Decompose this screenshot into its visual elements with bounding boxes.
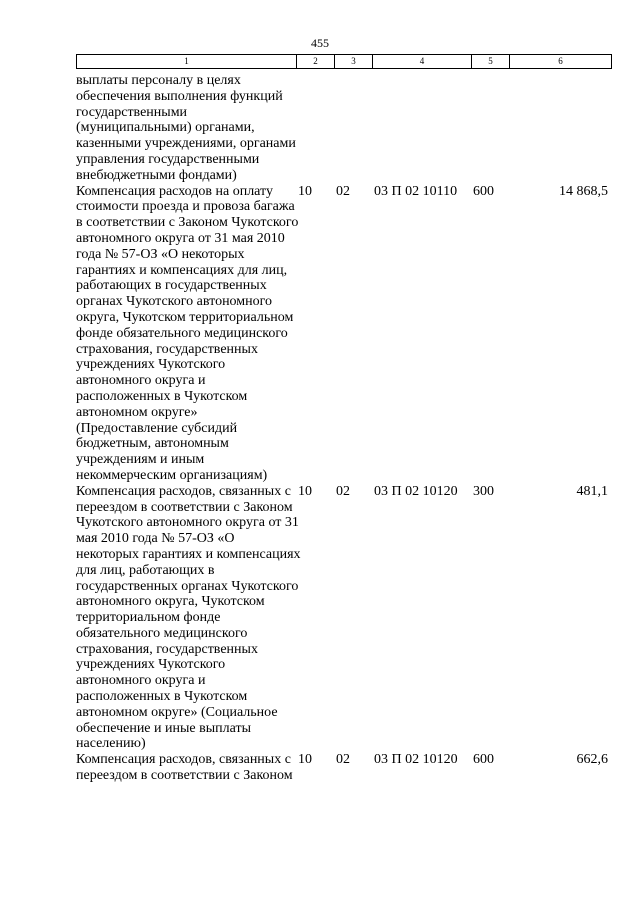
row-name-line: работающих в государственных bbox=[76, 278, 267, 294]
row-name-line: переездом в соответствии с Законом bbox=[76, 499, 293, 515]
row-subsection: 02 bbox=[336, 483, 350, 499]
row-name-line: Компенсация расходов на оплату bbox=[76, 183, 273, 199]
row-name-line: казенными учреждениями, органами bbox=[76, 136, 296, 152]
row-amount: 14 868,5 bbox=[559, 183, 608, 199]
row-name-line: автономного округа, Чукотском bbox=[76, 594, 265, 610]
row-expense-type: 600 bbox=[473, 752, 494, 768]
row-section: 10 bbox=[298, 752, 312, 768]
row-name-line: Компенсация расходов, связанных с bbox=[76, 483, 291, 499]
row-name-line: округа, Чукотском территориальном bbox=[76, 309, 294, 325]
row-name-line: в соответствии с Законом Чукотского bbox=[76, 215, 299, 231]
row-name-line: расположенных в Чукотском bbox=[76, 689, 248, 705]
table-row bbox=[76, 73, 611, 184]
row-name-line: органах Чукотского автономного bbox=[76, 294, 273, 310]
row-name bbox=[76, 483, 301, 753]
row-name-line: автономного округа и bbox=[76, 373, 206, 389]
header-col-3: 3 bbox=[335, 55, 373, 69]
row-amount: 662,6 bbox=[576, 752, 608, 768]
row-name-line: стоимости проезда и провоза багажа bbox=[76, 199, 295, 215]
row-name-line: управления государственными bbox=[76, 151, 260, 167]
row-name-line: (муниципальными) органами, bbox=[76, 120, 255, 136]
header-col-6: 6 bbox=[510, 55, 612, 69]
row-name-line: обеспечение и иные выплаты bbox=[76, 720, 251, 736]
table-row bbox=[76, 752, 611, 784]
row-name-line: учреждениях Чукотского bbox=[76, 657, 226, 673]
row-name-line: Компенсация расходов, связанных с bbox=[76, 752, 291, 768]
row-name-line: некоммерческим организациям) bbox=[76, 467, 268, 483]
row-name bbox=[76, 183, 299, 484]
row-name-line: бюджетным, автономным bbox=[76, 436, 229, 452]
row-name-line: выплаты персоналу в целях bbox=[76, 73, 241, 88]
row-name-line: страхования, государственных bbox=[76, 341, 258, 357]
row-name-line: (Предоставление субсидий bbox=[76, 420, 238, 436]
row-name-line: переездом в соответствии с Законом bbox=[76, 768, 293, 784]
table-row bbox=[76, 184, 611, 484]
row-name bbox=[76, 752, 296, 784]
row-name-line: автономном округе» (Социальное bbox=[76, 704, 278, 720]
row-name-line: государственных органах Чукотского bbox=[76, 578, 299, 594]
row-name-line: гарантиях и компенсациях для лиц, bbox=[76, 262, 288, 278]
table-body bbox=[76, 73, 611, 784]
row-name-line: некоторых гарантиях и компенсациях bbox=[76, 546, 301, 562]
header-col-5: 5 bbox=[472, 55, 510, 69]
row-name-line: учреждениях Чукотского bbox=[76, 357, 226, 373]
row-name-line: страхования, государственных bbox=[76, 641, 258, 657]
row-name-line: расположенных в Чукотском bbox=[76, 388, 248, 404]
row-name-line: для лиц, работающих в bbox=[76, 562, 215, 578]
row-name-line: населению) bbox=[76, 736, 146, 752]
row-subsection: 02 bbox=[336, 752, 350, 768]
row-section: 10 bbox=[298, 483, 312, 499]
row-expense-type: 600 bbox=[473, 183, 494, 199]
row-name bbox=[76, 73, 296, 184]
row-name-line: обеспечения выполнения функций bbox=[76, 88, 283, 104]
row-name-line: обязательного медицинского bbox=[76, 625, 248, 641]
header-col-4: 4 bbox=[373, 55, 472, 69]
row-name-line: автономного округа и bbox=[76, 673, 206, 689]
row-name-line: внебюджетными фондами) bbox=[76, 167, 237, 183]
table-row bbox=[76, 484, 611, 753]
row-name-line: учреждениям и иным bbox=[76, 452, 205, 468]
row-target-article: 03 П 02 10120 bbox=[374, 752, 458, 768]
row-name-line: фонде обязательного медицинского bbox=[76, 325, 288, 341]
row-subsection: 02 bbox=[336, 183, 350, 199]
row-target-article: 03 П 02 10110 bbox=[374, 183, 458, 199]
table-header bbox=[76, 54, 612, 69]
page-number: 455 bbox=[311, 36, 329, 50]
row-name-line: Чукотского автономного округа от 31 bbox=[76, 515, 299, 531]
row-amount: 481,1 bbox=[576, 483, 608, 499]
row-name-line: автономного округа от 31 мая 2010 bbox=[76, 230, 285, 246]
row-section: 10 bbox=[298, 183, 312, 199]
row-expense-type: 300 bbox=[473, 483, 494, 499]
row-target-article: 03 П 02 10120 bbox=[374, 483, 458, 499]
row-name-line: государственными bbox=[76, 104, 188, 120]
header-col-2: 2 bbox=[297, 55, 335, 69]
header-col-1: 1 bbox=[77, 55, 297, 69]
row-name-line: территориальном фонде bbox=[76, 610, 221, 626]
row-name-line: мая 2010 года № 57-ОЗ «О bbox=[76, 531, 235, 547]
row-name-line: года № 57-ОЗ «О некоторых bbox=[76, 246, 245, 262]
row-name-line: автономном округе» bbox=[76, 404, 198, 420]
